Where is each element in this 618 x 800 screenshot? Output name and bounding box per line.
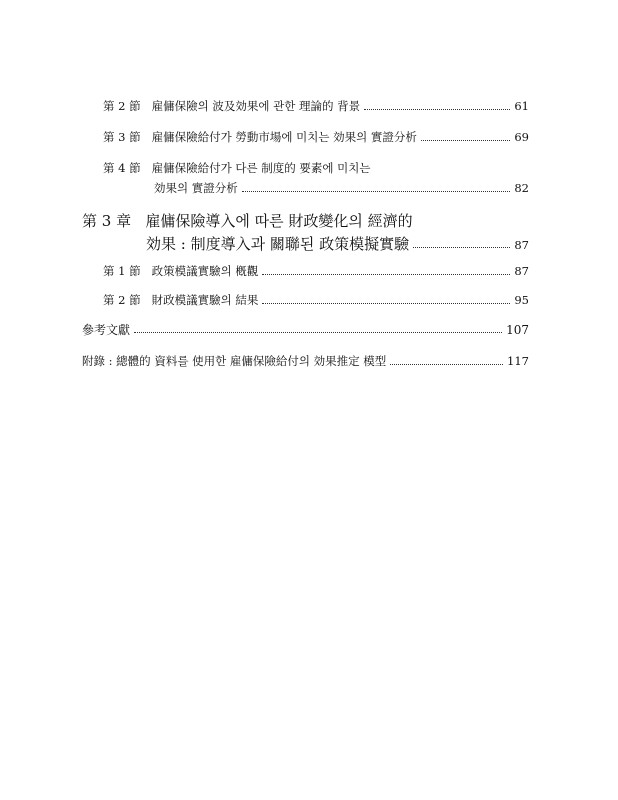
toc-entry-title: 財政模議實驗의 結果 (151, 293, 259, 307)
toc-entry-title: 參考文獻 (82, 323, 131, 337)
toc-entry-references[interactable] (82, 321, 529, 338)
toc-entry-page: 87 (514, 238, 529, 252)
dot-leader (262, 296, 510, 303)
toc-entry-page: 117 (507, 354, 529, 368)
toc-entry-number: 第 4 節 (103, 161, 141, 175)
toc-entry-number: 第 1 節 (103, 264, 141, 278)
dot-leader (262, 267, 510, 274)
dot-leader (364, 102, 510, 109)
toc-entry-title: 雇傭保險의 波及効果에 관한 理論的 背景 (151, 99, 361, 113)
toc-entry-title: 雇傭保險給付가 다른 制度的 要素에 미치는 (151, 161, 371, 175)
toc-chapter-first-line (82, 210, 413, 231)
toc-entry-title: 政策模議實驗의 槪觀 (151, 264, 259, 278)
toc-entry[interactable] (154, 180, 529, 196)
toc-entry-first-line (103, 160, 371, 176)
toc-entry-page: 107 (506, 323, 529, 337)
dot-leader (242, 184, 511, 191)
toc-entry-number: 第 3 節 (103, 130, 141, 144)
dot-leader (421, 133, 510, 140)
toc-chapter-title-continued: 効果 : 制度導入과 關聯된 政策模擬實驗 (146, 235, 410, 253)
toc-entry-appendix[interactable] (82, 353, 529, 369)
dot-leader (390, 357, 503, 364)
toc-entry[interactable] (103, 292, 529, 308)
dot-leader (413, 239, 510, 249)
toc-entry-page: 87 (514, 264, 529, 278)
toc-entry-page: 82 (514, 181, 529, 195)
toc-chapter-number: 第 3 章 (82, 212, 132, 230)
toc-chapter-entry[interactable] (146, 233, 529, 254)
toc-entry-title: 雇傭保險給付가 勞動市場에 미치는 効果의 實證分析 (151, 130, 417, 144)
toc-entry-title-continued: 効果의 實證分析 (154, 181, 238, 195)
toc-entry[interactable] (103, 98, 529, 114)
toc-entry-number: 第 2 節 (103, 293, 141, 307)
toc-entry[interactable] (103, 129, 529, 145)
toc-entry-title: 附錄 : 總體的 資料를 使用한 雇傭保險給付의 効果推定 模型 (82, 354, 387, 368)
toc-chapter-title: 雇傭保險導入에 따른 財政變化의 經濟的 (145, 212, 413, 230)
dot-leader (134, 326, 502, 334)
toc-entry-number: 第 2 節 (103, 99, 141, 113)
toc-entry-page: 69 (514, 130, 529, 144)
toc-entry-page: 95 (514, 293, 529, 307)
toc-entry-page: 61 (514, 99, 529, 113)
toc-entry[interactable] (103, 263, 529, 279)
